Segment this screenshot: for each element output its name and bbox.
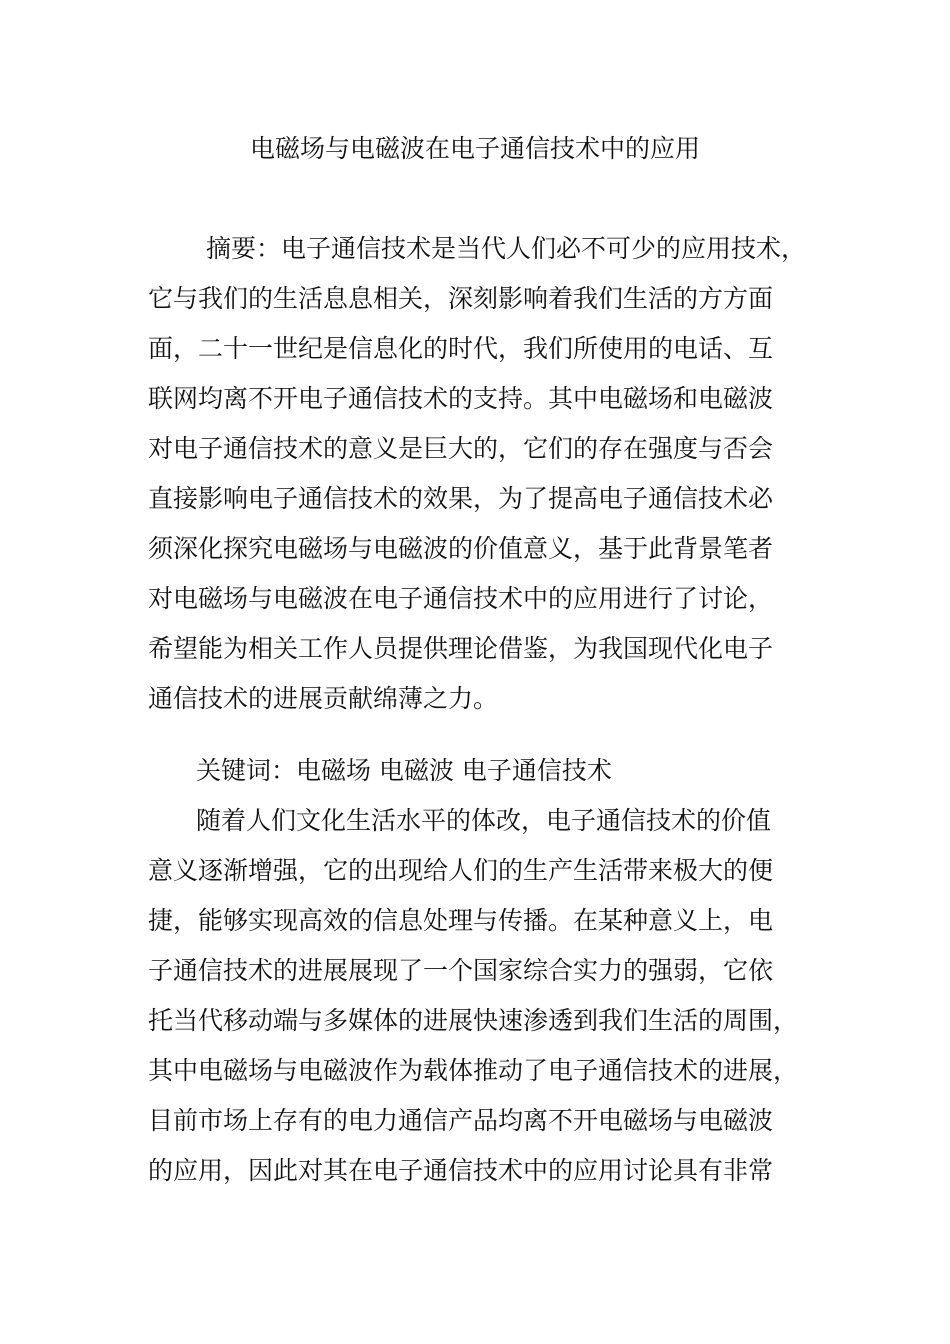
abstract-line: 希望能为相关工作人员提供理论借鉴，为我国现代化电子 (148, 634, 774, 663)
abstract-line: 须深化探究电磁场与电磁波的价值意义，基于此背景笔者 (148, 534, 774, 563)
body-line: 捷，能够实现高效的信息处理与传播。在某种意义上，电 (148, 906, 774, 935)
abstract-line: 它与我们的生活息息相关，深刻影响着我们生活的方方面 (148, 284, 774, 313)
body-line: 的应用，因此对其在电子通信技术中的应用讨论具有非常 (148, 1156, 774, 1185)
body-line: 子通信技术的进展展现了一个国家综合实力的强弱，它依 (148, 956, 774, 985)
body-line: 目前市场上存有的电力通信产品均离不开电磁场与电磁波 (148, 1106, 774, 1135)
keywords-line: 关键词：电磁场 电磁波 电子通信技术 (196, 756, 612, 785)
abstract-line: 直接影响电子通信技术的效果，为了提高电子通信技术必 (148, 484, 774, 513)
abstract-line: 对电子通信技术的意义是巨大的，它们的存在强度与否会 (148, 434, 774, 463)
abstract-line: 面，二十一世纪是信息化的时代，我们所使用的电话、互 (148, 334, 774, 363)
abstract-line: 联网均离不开电子通信技术的支持。其中电磁场和电磁波 (148, 384, 774, 413)
body-line: 随着人们文化生活水平的体改，电子通信技术的价值 (196, 806, 772, 835)
body-line: 其中电磁场与电磁波作为载体推动了电子通信技术的进展， (148, 1056, 799, 1085)
body-line: 托当代移动端与多媒体的进展快速渗透到我们生活的周围， (148, 1006, 799, 1035)
abstract-line: 摘要：电子通信技术是当代人们必不可少的应用技术， (206, 234, 807, 263)
abstract-line: 通信技术的进展贡献绵薄之力。 (148, 684, 499, 713)
body-line: 意义逐渐增强，它的出现给人们的生产生活带来极大的便 (148, 856, 774, 885)
document-title: 电磁场与电磁波在电子通信技术中的应用 (249, 134, 700, 163)
abstract-line: 对电磁场与电磁波在电子通信技术中的应用进行了讨论， (148, 584, 774, 613)
